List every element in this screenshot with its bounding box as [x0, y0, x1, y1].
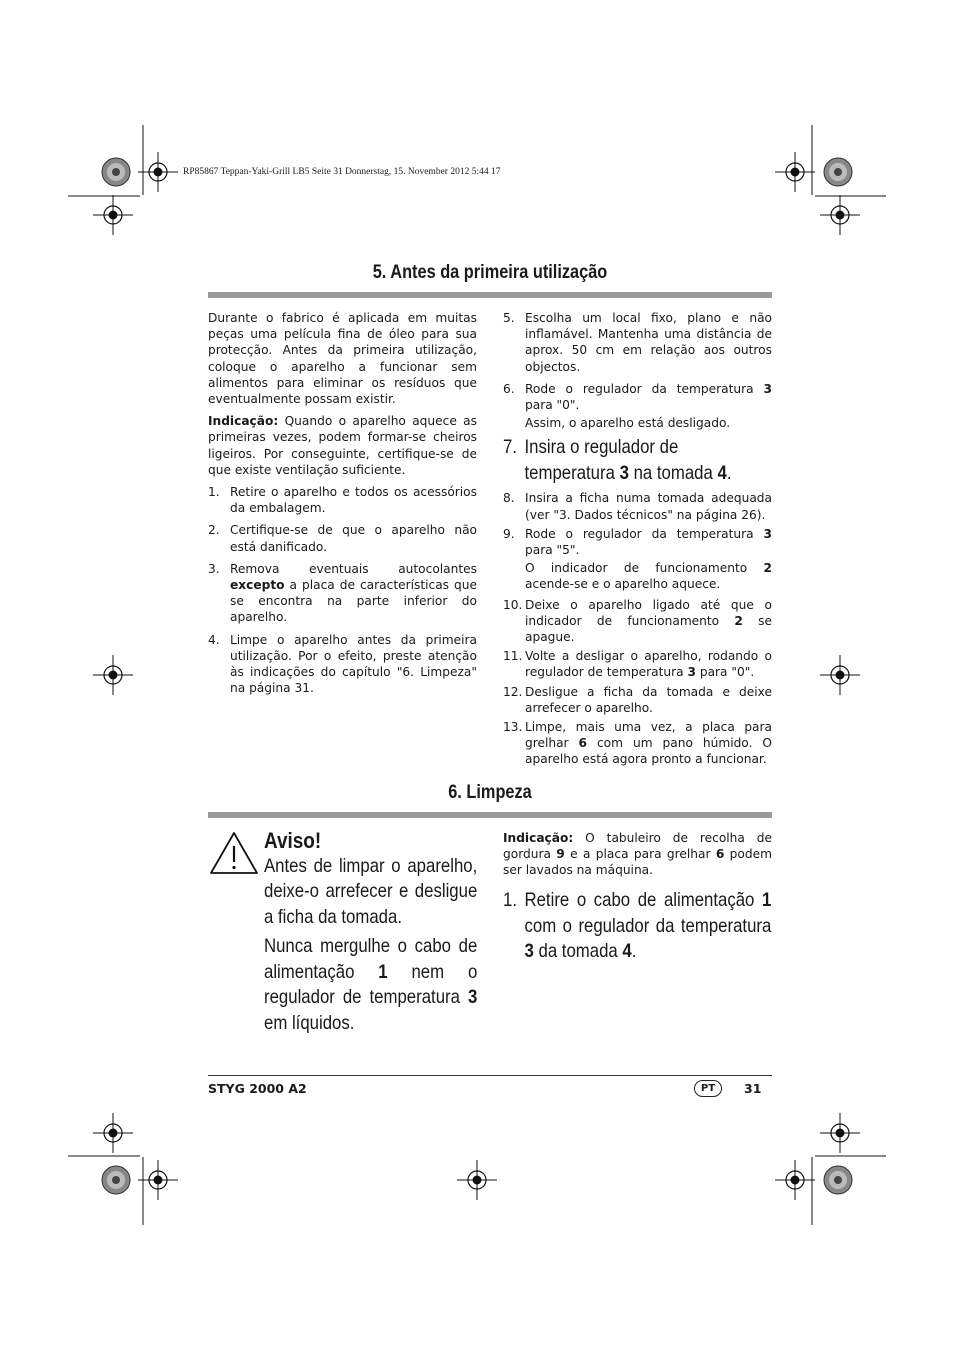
section-5-title: 5. Antes da primeira utilização — [372, 262, 608, 283]
section-5-right-column — [503, 310, 772, 768]
footer-model: STYG 2000 A2 — [208, 1081, 307, 1096]
list-item: 10. Deixe o aparelho ligado até que o indicador de funcionamento 2 se apague. — [503, 597, 772, 645]
section-6-right-column — [503, 830, 772, 887]
list-item: 12. Desligue a ficha da tomada e deixe arrefecer o aparelho. — [503, 684, 772, 715]
warning-block — [264, 828, 477, 1036]
section-6-title: 6. Limpeza — [448, 782, 532, 803]
note-paragraph: Indicação: O tabuleiro de recolha de gordura 9 e a placa para grelhar 6 podem ser lavados na máquina. — [503, 831, 772, 878]
step-note: O indicador de funcionamento 2 acende-se e o aparelho aquece. — [525, 561, 772, 592]
warning-title: Aviso! — [264, 828, 322, 853]
list-item: 9. Rode o regulador da temperatura 3 para "5". — [503, 526, 772, 558]
list-item: 13. Limpe, mais uma vez, a placa para grelhar 6 com um pano húmido. O aparelho está agora pronto a funcionar. — [503, 720, 772, 767]
warning-text-2: Nunca mergulhe o cabo de alimentação 1 nem o regulador de temperatura 3 em líquidos. — [264, 935, 478, 1034]
note-label: Indicação: — [503, 831, 574, 845]
section-5-rule — [208, 292, 772, 298]
cleaning-step-1: 1. Retire o cabo de alimentação 1 com o regulador da temperatura 3 da tomada 4. — [503, 889, 772, 962]
step-note: Assim, o aparelho está desligado. — [525, 416, 731, 431]
note-label: Indicação: — [208, 414, 279, 429]
list-item: 11. Volte a desligar o aparelho, rodando o regulador de temperatura 3 para "0". — [503, 649, 772, 680]
list-item: 3. Remova eventuais autocolantes excepto a placa de características que se encontra na parte inferior do aparelho. — [208, 561, 477, 625]
list-item: 6. Rode o regulador da temperatura 3 para "0". — [503, 381, 772, 413]
list-item-large: 7. Insira o regulador de temperatura 3 na tomada 4. — [503, 436, 732, 484]
list-item: 8. Insira a ficha numa tomada adequada (ver "3. Dados técnicos" na página 26). — [503, 491, 772, 522]
warning-text-1: Antes de limpar o aparelho, deixe-o arrefecer e desligue a ficha da tomada. — [264, 854, 478, 928]
section-6-rule — [208, 812, 772, 818]
list-item: 1. Retire o aparelho e todos os acessórios da embalagem. — [208, 485, 477, 516]
list-item: 5. Escolha um local fixo, plano e não inflamável. Mantenha uma distância de aprox. 50 cm em relação aos outros objectos. — [503, 311, 772, 374]
page-number: 31 — [744, 1081, 762, 1096]
note-paragraph: Indicação: Quando o aparelho aquece as primeiras vezes, podem formar-se cheiros ligeiros. Por conseguinte, certifique-se de que existe ventilação suficiente. — [208, 414, 477, 477]
warning-icon — [208, 830, 260, 876]
intro-paragraph: Durante o fabrico é aplicada em muitas peças uma película fina de óleo para sua protecção. Antes da primeira utilização, coloque o aparelho a funcionar sem alimentos para eliminar os resíduos que eventualmente possam existir. — [208, 311, 477, 407]
print-info: RP85867 Teppan-Yaki-Grill LB5 Seite 31 Donnerstag, 15. November 2012 5:44 17 — [183, 167, 501, 177]
list-item: 2. Certifique-se de que o aparelho não está danificado. — [208, 523, 477, 554]
footer-rule — [208, 1075, 772, 1076]
list-item: 4. Limpe o aparelho antes da primeira utilização. Por o efeito, preste atenção às indicações do capítulo "6. Limpeza" na página 31. — [208, 632, 477, 696]
language-badge: PT — [694, 1080, 722, 1097]
section-5-left-column — [208, 310, 477, 702]
